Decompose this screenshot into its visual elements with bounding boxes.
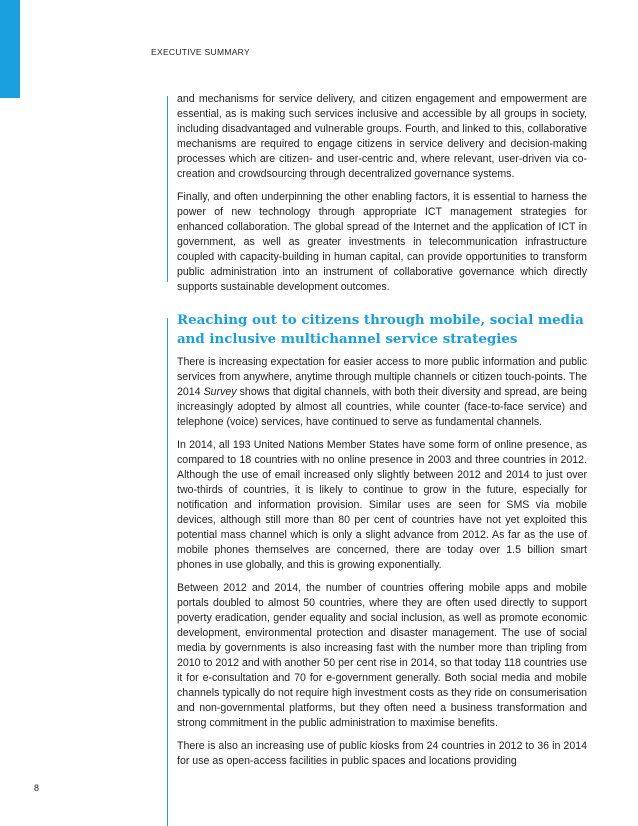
section-heading-line-1: Reaching out to citizens through mobile, social media	[177, 312, 584, 328]
chapter-tab-marker	[0, 0, 20, 98]
paragraph-3	[177, 355, 587, 430]
page-number: 8	[34, 783, 40, 793]
running-header: EXECUTIVE SUMMARY	[151, 47, 250, 57]
paragraph-5: Between 2012 and 2014, the number of countries offering mobile apps and mobile portals doubled to almost 50 countries, where they are often used directly to support poverty eradication, gender equality and social inclusion, as well as promote economic development, environmental protection and disaster management. The use of social media by governments is also increasing fast with the number more than tripling from 2010 to 2012 and with another 50 per cent rise in 2014, so that today 118 countries use it for e-consultation and 70 for e-government generally. Both social media and mobile channels typically do not require high investment costs as they ride on consumerisation and non-governmental platforms, but they often need a business transformation and strong commitment in the public administration to maximise benefits.	[177, 582, 587, 729]
paragraph-3-end: shows that digital channels, with both their diversity and spread, are being increasingly adopted by almost all countries, while counter (face-to-face service) and telephone (voice) services, have continued to serve as fundamental channels.	[177, 386, 587, 428]
paragraph-3-start: There is increasing expectation for easier access to more public information and public services from anywhere, anytime through multiple channels or citizen touch-points. The 2014	[177, 356, 587, 398]
paragraph-2: Finally, and often underpinning the other enabling factors, it is essential to harness the power of new technology through appropriate ICT management strategies for enhanced collaboration. The global spread of the Internet and the application of ICT in government, as well as greater investments in telecommunication infrastructure coupled with capacity-building in human capital, can provide opportunities to transform public administration into an instrument of collaborative governance which directly supports sustainable development outcomes.	[177, 191, 587, 293]
survey-italic: Survey	[203, 386, 237, 398]
paragraph-1: and mechanisms for service delivery, and citizen engagement and empowerment are essential, as is making such services inclusive and accessible by all groups in society, including disadvantaged and vulnerable groups. Fourth, and linked to this, collaborative mechanisms are required to engage citizens in service delivery and decision-making processes which are citizen- and user-centric and, where relevant, user-driven via co-creation and crowdsourcing through decentralized governance systems.	[177, 93, 587, 180]
margin-rule-bottom	[167, 318, 168, 826]
section-heading	[177, 311, 587, 349]
section-heading-line-2: and inclusive multichannel service strategies	[177, 331, 518, 347]
main-text-column	[177, 92, 587, 777]
margin-rule-top	[167, 96, 168, 282]
paragraph-6: There is also an increasing use of public kiosks from 24 countries in 2012 to 36 in 2014 for use as open-access facilities in public spaces and locations providing	[177, 740, 587, 767]
paragraph-4: In 2014, all 193 United Nations Member States have some form of online presence, as compared to 18 countries with no online presence in 2003 and three countries in 2012. Although the use of email increased only slightly between 2012 and 2014 to just over two-thirds of countries, it is likely to continue to grow in the future, especially for notification and information provision. Similar uses are seen for SMS via mobile devices, although still more than 80 per cent of countries have not yet exploited this potential mass channel which is only a slight advance from 2012. As far as the use of mobile phones themselves are concerned, there are today over 1.5 billion smart phones in use globally, and this is growing exponentially.	[177, 439, 587, 571]
